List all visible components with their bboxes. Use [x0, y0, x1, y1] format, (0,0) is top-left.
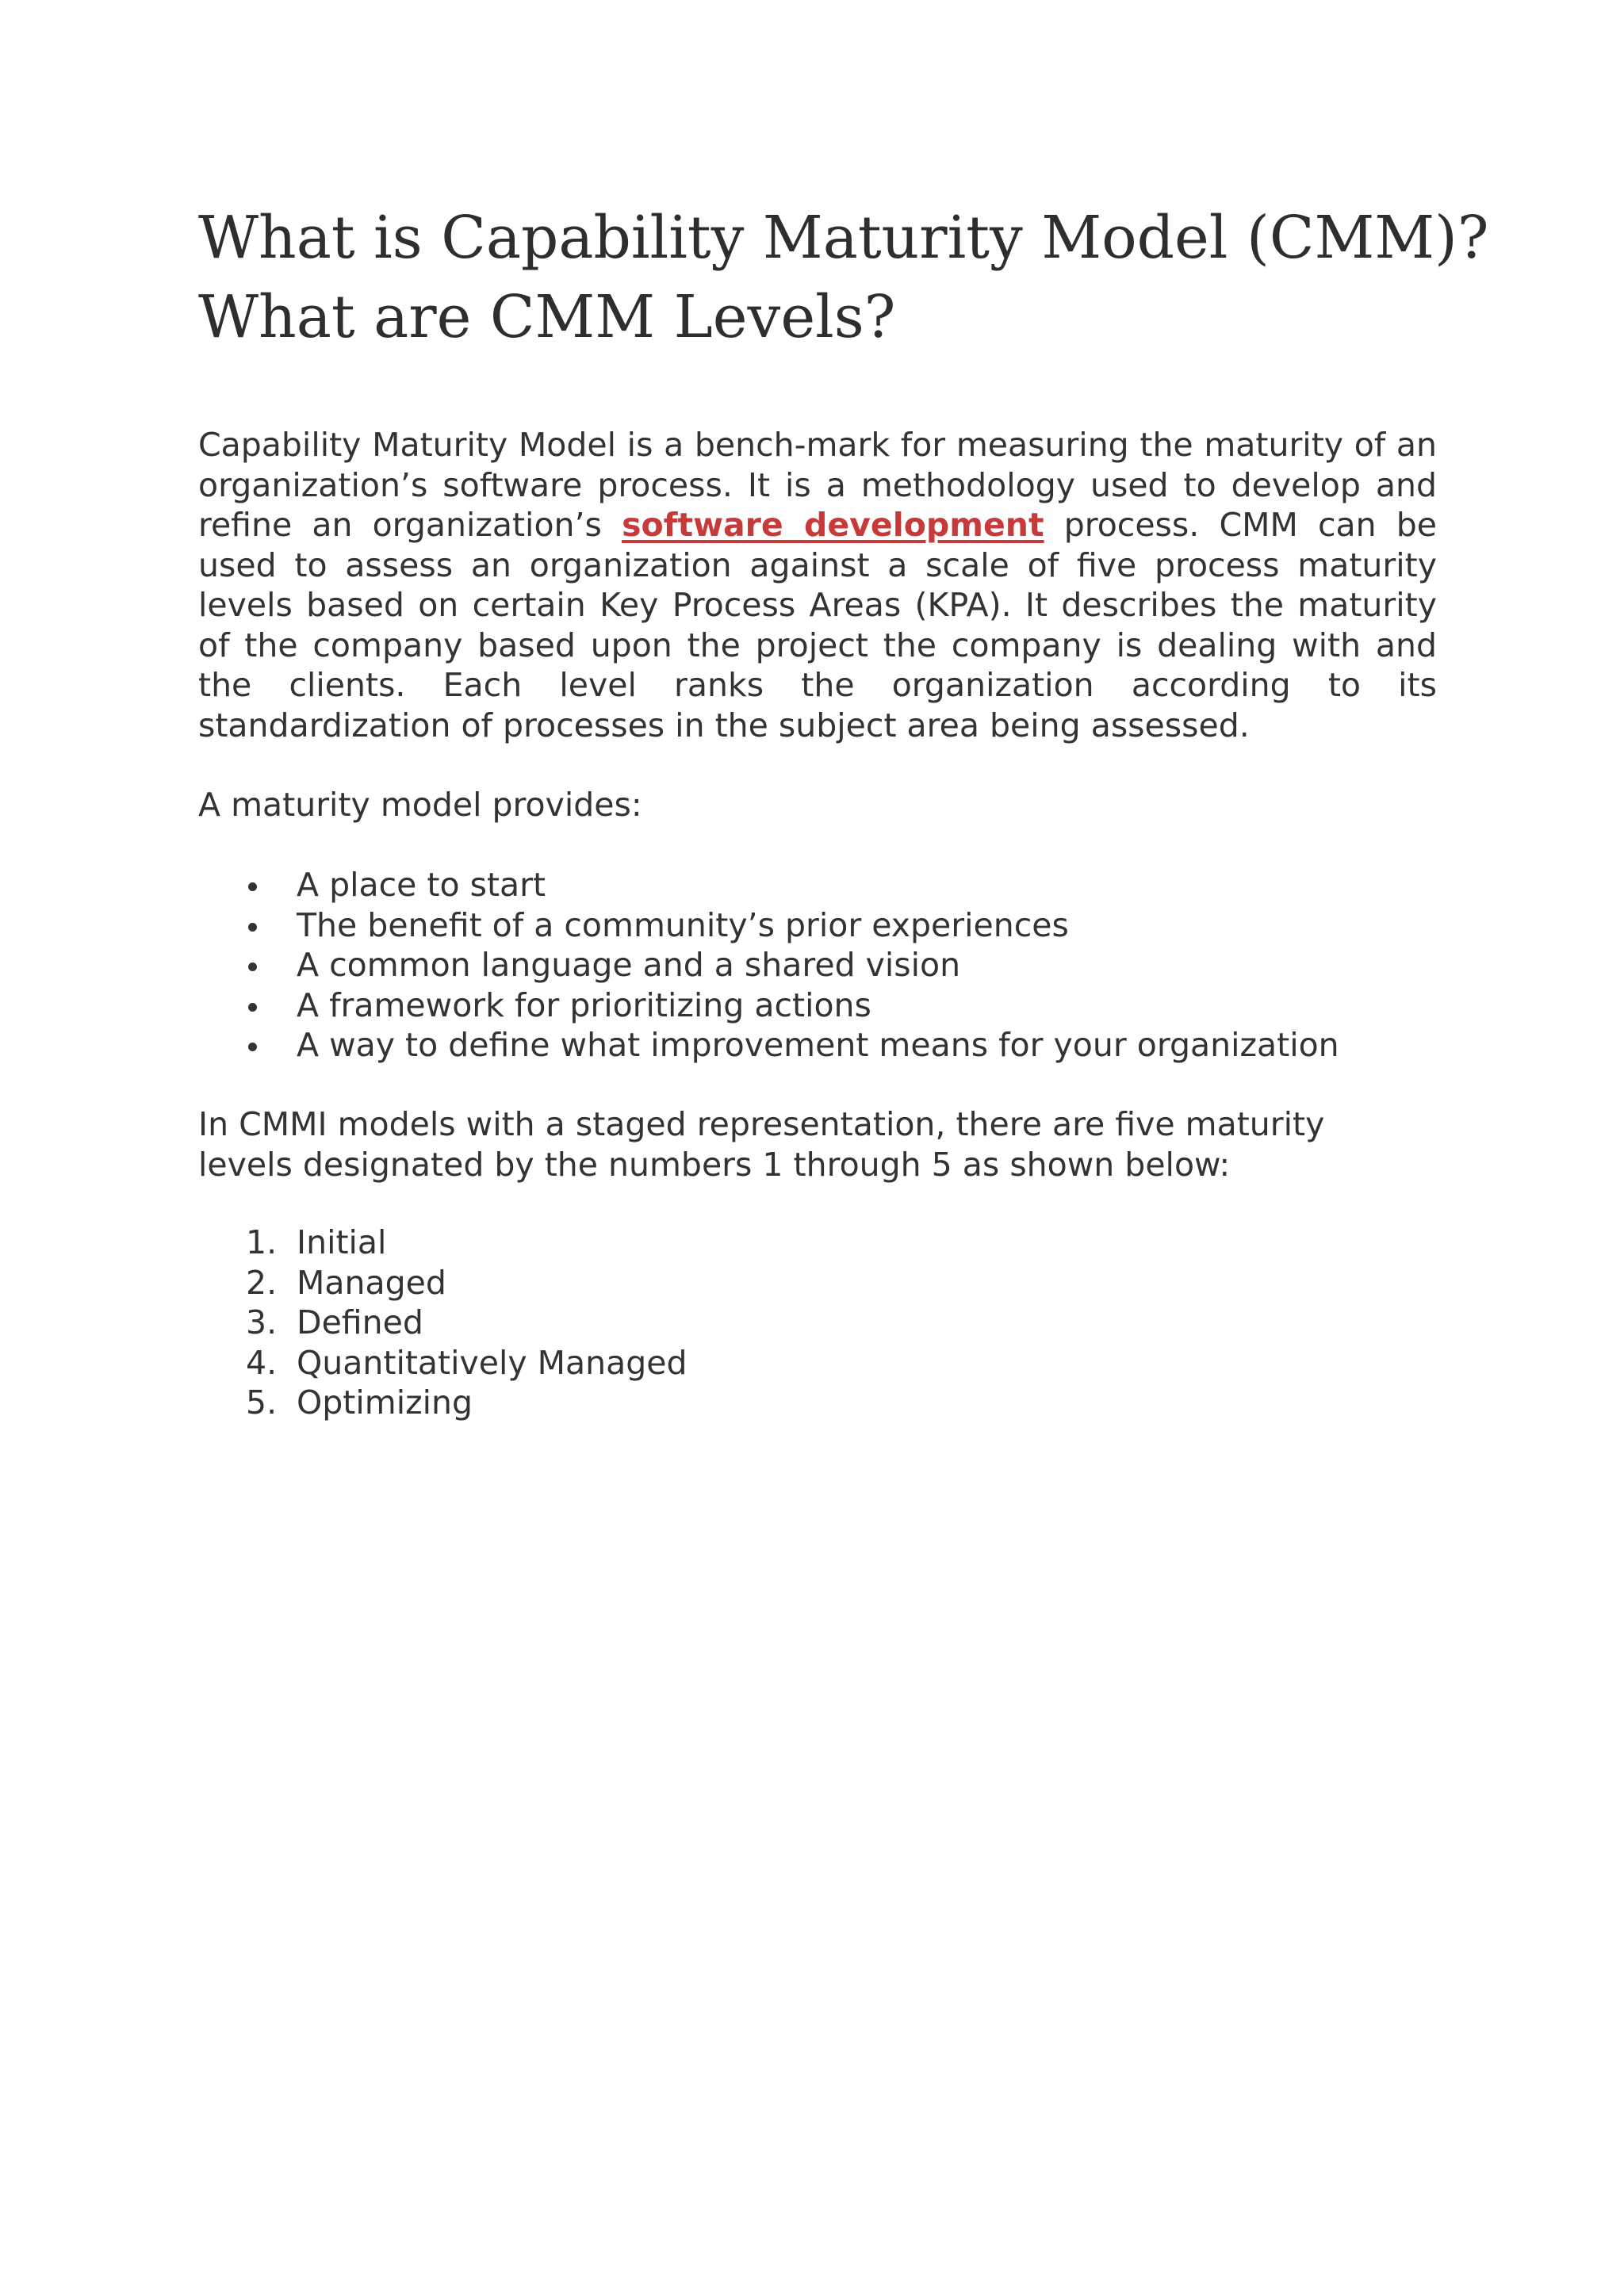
list-item: [198, 1303, 688, 1343]
level-name: Optimizing: [297, 1383, 473, 1422]
level-name: Defined: [297, 1303, 423, 1341]
list-item: [198, 865, 1339, 905]
intro-text-before-link: Capability Maturity Model is a bench-mark for measuring the maturity of an organization’s software process. It is a methodology used to develop and refine an organization’s: [198, 426, 1437, 544]
list-item-text: A place to start: [297, 866, 546, 904]
list-item: [198, 1025, 1339, 1066]
bullet-icon: [248, 1003, 257, 1012]
list-item: [198, 945, 1339, 985]
list-item: [198, 985, 1339, 1026]
level-name: Quantitatively Managed: [297, 1343, 688, 1382]
intro-paragraph: [198, 425, 1437, 745]
level-number: 2.: [246, 1263, 278, 1302]
level-number: 3.: [246, 1303, 278, 1341]
level-number: 1.: [246, 1223, 278, 1261]
bullet-icon: [248, 923, 257, 932]
list-item: [198, 1263, 688, 1303]
software-development-link[interactable]: software development: [622, 506, 1044, 544]
levels-intro-paragraph: [198, 1104, 1437, 1184]
bullet-icon: [248, 962, 257, 971]
title-line-2: What are CMM Levels?: [198, 283, 896, 351]
bullet-icon: [248, 1043, 257, 1051]
maturity-levels-list: [198, 1223, 688, 1423]
provides-heading: A maturity model provides:: [198, 786, 642, 824]
level-number: 4.: [246, 1343, 278, 1382]
level-name: Initial: [297, 1223, 387, 1261]
list-item: [198, 1383, 688, 1423]
list-item: [198, 1223, 688, 1263]
level-name: Managed: [297, 1263, 446, 1302]
levels-intro-line-1: In CMMI models with a staged representation, there are five maturity: [198, 1105, 1325, 1143]
list-item: [198, 905, 1339, 946]
list-item-text: A way to define what improvement means for your organization: [297, 1026, 1339, 1064]
list-item: [198, 1343, 688, 1383]
list-item-text: A framework for prioritizing actions: [297, 985, 871, 1024]
title-line-1: What is Capability Maturity Model (CMM)?: [198, 204, 1489, 272]
bullet-icon: [248, 882, 257, 891]
levels-intro-line-2: levels designated by the numbers 1 through 5 as shown below:: [198, 1145, 1231, 1184]
list-item-text: A common language and a shared vision: [297, 946, 961, 984]
page-title: [198, 198, 1489, 357]
level-number: 5.: [246, 1383, 278, 1422]
provides-list: [198, 865, 1339, 1066]
intro-text-after-link: process. CMM can be used to assess an organization against a scale of five process maturity levels based on certain Key Process Areas (KPA). It describes the maturity of the company based upon the project the company is dealing with and the clients. Each level ranks the organization according to its standardization of processes in the subject area being assessed.: [198, 506, 1437, 744]
list-item-text: The benefit of a community’s prior experiences: [297, 905, 1069, 944]
